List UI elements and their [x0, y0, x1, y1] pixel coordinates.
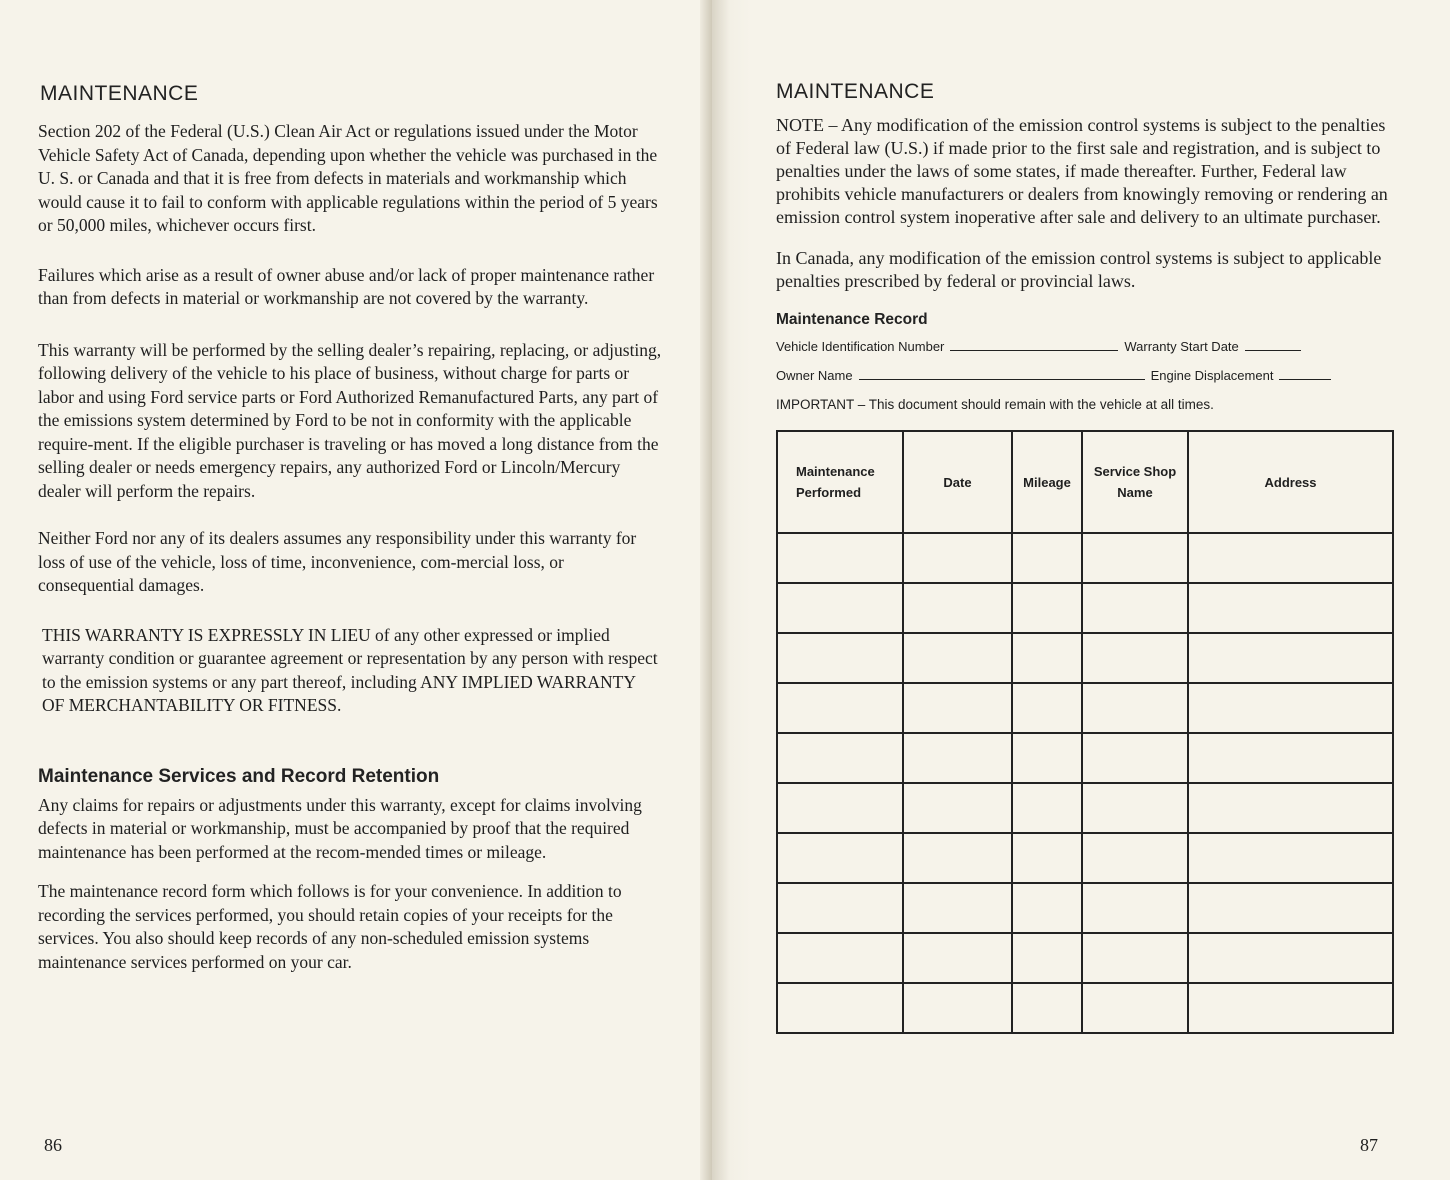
section-subheading: Maintenance Services and Record Retention — [38, 765, 440, 787]
table-cell[interactable] — [903, 583, 1012, 633]
vin-line[interactable] — [950, 349, 1118, 351]
table-cell[interactable] — [1188, 533, 1393, 583]
table-cell[interactable] — [1012, 783, 1082, 833]
table-cell[interactable] — [1012, 533, 1082, 583]
table-cell[interactable] — [1082, 583, 1188, 633]
table-cell[interactable] — [777, 633, 903, 683]
table-cell[interactable] — [777, 533, 903, 583]
table-cell[interactable] — [777, 733, 903, 783]
engine-line[interactable] — [1279, 378, 1331, 380]
table-row — [777, 983, 1393, 1033]
table-cell[interactable] — [1188, 933, 1393, 983]
table-cell[interactable] — [1188, 633, 1393, 683]
header-address: Address — [1188, 431, 1393, 533]
table-cell[interactable] — [1082, 533, 1188, 583]
warranty-start-line[interactable] — [1245, 349, 1301, 351]
right-page — [712, 0, 1450, 1180]
warranty-paragraph: Neither Ford nor any of its dealers assumes any responsibility under this warranty for loss of use of the vehicle, loss of time, inconvenience, com-mercial loss, or consequential damages. — [38, 528, 637, 595]
important-note: IMPORTANT – This document should remain with the vehicle at all times. — [776, 397, 1214, 412]
table-cell[interactable] — [903, 933, 1012, 983]
table-cell[interactable] — [903, 833, 1012, 883]
table-cell[interactable] — [1082, 933, 1188, 983]
table-cell[interactable] — [1082, 733, 1188, 783]
table-cell[interactable] — [1082, 983, 1188, 1033]
table-cell[interactable] — [903, 883, 1012, 933]
header-date: Date — [903, 431, 1012, 533]
owner-label: Owner Name — [776, 368, 853, 383]
table-row — [777, 583, 1393, 633]
table-cell[interactable] — [1188, 883, 1393, 933]
table-cell[interactable] — [777, 983, 903, 1033]
table-cell[interactable] — [1012, 733, 1082, 783]
table-cell[interactable] — [1012, 833, 1082, 883]
table-cell[interactable] — [1082, 833, 1188, 883]
warranty-paragraph: Failures which arise as a result of owner abuse and/or lack of proper maintenance rather than from defects in material or workmanship are not covered by the warranty. — [38, 264, 655, 308]
table-row — [777, 933, 1393, 983]
table-cell[interactable] — [777, 883, 903, 933]
page-heading: MAINTENANCE — [40, 82, 199, 105]
field-row — [776, 339, 1398, 354]
table-cell[interactable] — [1082, 683, 1188, 733]
vin-label: Vehicle Identification Number — [776, 339, 945, 354]
table-cell[interactable] — [777, 933, 903, 983]
table-cell[interactable] — [1012, 583, 1082, 633]
retention-paragraph: Any claims for repairs or adjustments under this warranty, except for claims involving defects in material or workmanship, must be accompanied by proof that the required maintenance has been performed at the recom-mended times or mileage. — [38, 794, 642, 862]
table-cell[interactable] — [1082, 883, 1188, 933]
table-row — [777, 733, 1393, 783]
table-cell[interactable] — [903, 983, 1012, 1033]
retention-paragraph: The maintenance record form which follows is for your convenience. In addition to recording the services performed, you should retain copies of your receipts for the services. You also should keep records of any non-scheduled emission systems maintenance services performed on your car. — [38, 881, 622, 972]
page-heading: MAINTENANCE — [776, 80, 935, 103]
table-row — [777, 633, 1393, 683]
field-row — [776, 368, 1398, 383]
table-row — [777, 783, 1393, 833]
header-mileage: Mileage — [1012, 431, 1082, 533]
table-cell[interactable] — [1188, 783, 1393, 833]
table-cell[interactable] — [1188, 733, 1393, 783]
warranty-start-label: Warranty Start Date — [1124, 339, 1239, 354]
table-cell[interactable] — [903, 683, 1012, 733]
table-cell[interactable] — [777, 833, 903, 883]
maintenance-record-table — [776, 430, 1394, 1034]
table-cell[interactable] — [903, 533, 1012, 583]
table-row — [777, 833, 1393, 883]
table-header-row — [777, 431, 1393, 533]
table-cell[interactable] — [1188, 983, 1393, 1033]
canada-paragraph: In Canada, any modification of the emission control systems is subject to applicable penalties prescribed by federal or provincial laws. — [776, 248, 1382, 291]
table-cell[interactable] — [1082, 783, 1188, 833]
table-cell[interactable] — [1082, 633, 1188, 683]
table-row — [777, 683, 1393, 733]
header-service-shop-name: Service Shop Name — [1082, 431, 1188, 533]
table-cell[interactable] — [777, 583, 903, 633]
table-cell[interactable] — [777, 783, 903, 833]
warranty-paragraph: This warranty will be performed by the selling dealer’s repairing, replacing, or adjusting, following delivery of the vehicle to his place of business, without charge for parts or labor and using Ford service parts or Ford Authorized Remanufactured Parts, any part of the emissions system determined by Ford to be not in conformity with the applicable require-ment. If the eligible purchaser is traveling or has moved a long distance from the selling dealer or needs emergency repairs, any authorized Ford or Lincoln/Mercury dealer will perform the repairs. — [38, 339, 662, 501]
table-body — [777, 533, 1393, 1033]
left-page — [0, 0, 712, 1180]
table-cell[interactable] — [1188, 683, 1393, 733]
page-number: 87 — [1360, 1135, 1378, 1155]
table-cell[interactable] — [1012, 633, 1082, 683]
table-cell[interactable] — [777, 683, 903, 733]
table-cell[interactable] — [1188, 583, 1393, 633]
table-row — [777, 533, 1393, 583]
note-paragraph: NOTE – Any modification of the emission control systems is subject to the penalties of Federal law (U.S.) if made prior to the first sale and registration, and is subject to penalties under the laws of some states, if made thereafter. Further, Federal law prohibits vehicle manufacturers or dealers from knowingly removing or rendering an emission control system inoperative after sale and delivery to an ultimate purchaser. — [776, 115, 1388, 227]
page-number: 86 — [44, 1135, 62, 1155]
warranty-paragraph: Section 202 of the Federal (U.S.) Clean Air Act or regulations issued under the Motor Vehicle Safety Act of Canada, depending upon whether the vehicle was purchased in the U. S. or Canada and that it is free from defects in materials and workmanship which would cause it to fail to conform with applicable regulations within the period of 5 years or 50,000 miles, whichever occurs first. — [38, 121, 658, 235]
warranty-paragraph: THIS WARRANTY IS EXPRESSLY IN LIEU of any other expressed or implied warranty condition or guarantee agreement or representation by any person with respect to the emission systems or any part thereof, including ANY IMPLIED WARRANTY OF MERCHANTABILITY OR FITNESS. — [42, 624, 658, 715]
table-cell[interactable] — [1012, 883, 1082, 933]
engine-label: Engine Displacement — [1150, 368, 1274, 383]
table-cell[interactable] — [903, 633, 1012, 683]
table-row — [777, 883, 1393, 933]
table-cell[interactable] — [1012, 933, 1082, 983]
table-cell[interactable] — [1012, 983, 1082, 1033]
maintenance-record-title: Maintenance Record — [776, 311, 928, 328]
table-cell[interactable] — [903, 733, 1012, 783]
table-cell[interactable] — [1188, 833, 1393, 883]
table-cell[interactable] — [1012, 683, 1082, 733]
table-cell[interactable] — [903, 783, 1012, 833]
owner-line[interactable] — [859, 378, 1145, 380]
header-maintenance-performed: Maintenance Performed — [777, 431, 903, 533]
